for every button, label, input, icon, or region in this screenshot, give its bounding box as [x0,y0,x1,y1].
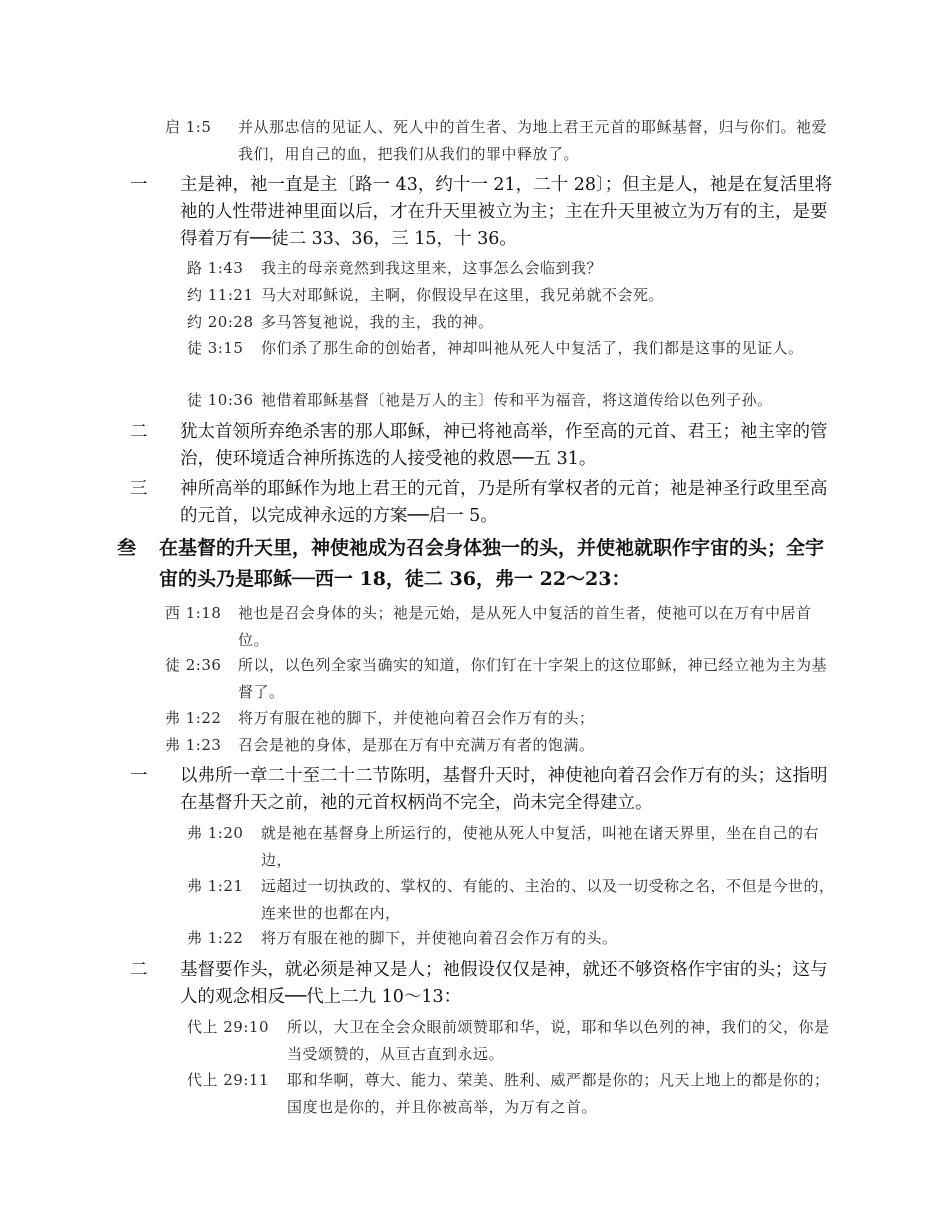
verse-ref: 西 1:18 [165,604,222,622]
verse-ref: 代上 29:11 [187,1071,269,1089]
verse-text: 祂借着耶稣基督〔祂是万人的主〕传和平为福音，将这道传给以色列子孙。 [261,391,773,409]
verse-text: 远超过一切执政的、掌权的、有能的、主治的、以及一切受称之名，不但是今世的，连来世的也都在内， [261,877,835,922]
verse-ref: 弗 1:22 [165,709,222,727]
outline-point [130,419,835,473]
verse-ref: 弗 1:20 [187,824,244,842]
verse-text: 马大对耶稣说，主啊，你假设早在这里，我兄弟就不会死。 [261,286,665,304]
point-number: 三 [130,479,148,499]
verse-ref: 徒 2:36 [165,656,222,674]
point-text: 以弗所一章二十至二十二节陈明，基督升天时，神使祂向着召会作万有的头；这指明在基督升天之前，祂的元首权柄尚不完全，尚未完全得建立。 [180,766,828,813]
verse-luke-1-43 [187,255,835,282]
point-number: 一 [130,175,148,195]
verse-ref: 弗 1:21 [187,877,244,895]
verse-text: 多马答复祂说，我的主，我的神。 [261,313,494,331]
verse-text: 就是祂在基督身上所运行的，使祂从死人中复活，叫祂在诸天界里，坐在自己的右边， [261,824,820,869]
verse-text: 将万有服在祂的脚下，并使祂向着召会作万有的头； [238,709,595,727]
verse-acts-2-36 [165,652,835,706]
point-number: 一 [130,766,148,786]
verse-eph-1-22 [165,705,835,732]
point-text: 犹太首领所弃绝杀害的那人耶稣，神已将祂高举，作至高的元首、君王；祂主宰的管治，使环境适合神所拣选的人接受祂的救恩──五 31。 [180,422,828,469]
verse-text: 祂也是召会身体的头；祂是元始，是从死人中复活的首生者，使祂可以在万有中居首位。 [238,604,812,649]
point-text: 神所高举的耶稣作为地上君王的元首，乃是所有掌权者的元首；祂是神圣行政里至高的元首，以完成神永远的方案──启一 5。 [180,479,828,526]
verse-text: 所以，大卫在全会众眼前颂赞耶和华，说，耶和华以色列的神，我们的父，你是当受颂赞的，从亘古直到永远。 [287,1018,830,1063]
verse-ref: 约 20:28 [187,313,254,331]
point-number: 二 [130,960,148,980]
verse-ref: 代上 29:10 [187,1018,269,1036]
verse-eph-1-22b [187,925,835,952]
verse-john-20-28 [187,309,835,336]
verse-text: 你们杀了那生命的创始者，神却叫祂从死人中复活了，我们都是这事的见证人。 [261,339,804,357]
verse-text: 耶和华啊，尊大、能力、荣美、胜利、威严都是你的；凡天上地上的都是你的；国度也是你的，并且你被高举，为万有之首。 [287,1071,830,1116]
major-heading [117,533,837,595]
verse-eph-1-23 [165,732,835,759]
point-text: 主是神，祂一直是主〔路一 43，约十一 21，二十 28〕；但主是人，祂是在复活里将祂的人性带进神里面以后，才在升天里被立为主；主在升天里被立为万有的主，是要得着万有──徒二 33、36，三 15，十 36。 [180,175,833,249]
major-number: 叁 [117,537,137,559]
verse-ref: 弗 1:23 [165,736,222,754]
major-text: 在基督的升天里，神使祂成为召会身体独一的头，并使祂就职作宇宙的头；全宇宙的头乃是耶稣──西一 18，徒二 36，弗一 22～23： [159,537,825,590]
outline-point [130,957,840,1011]
verse-ref: 路 1:43 [187,259,244,277]
verse-text: 我主的母亲竟然到我这里来，这事怎么会临到我？ [261,259,603,277]
verse-acts-10-36 [187,387,835,414]
verse-text: 召会是祂的身体，是那在万有中充满万有者的饱满。 [238,736,595,754]
verse-eph-1-21 [187,873,835,927]
verse-col-1-18 [165,600,835,654]
verse-eph-1-20 [187,820,835,874]
verse-1chr-29-11 [187,1067,835,1121]
verse-rev-1-5 [165,114,833,168]
verse-acts-3-15 [187,335,835,362]
verse-text: 并从那忠信的见证人、死人中的首生者、为地上君王元首的耶稣基督，归与你们。祂爱我们，用自己的血，把我们从我们的罪中释放了。 [238,118,828,163]
verse-ref: 约 11:21 [187,286,254,304]
outline-point [130,763,835,817]
point-number: 二 [130,422,148,442]
verse-text: 将万有服在祂的脚下，并使祂向着召会作万有的头。 [261,929,618,947]
verse-text: 所以，以色列全家当确实的知道，你们钉在十字架上的这位耶稣，神已经立祂为主为基督了。 [238,656,828,701]
outline-point [130,476,835,530]
verse-ref: 弗 1:22 [187,929,244,947]
verse-ref: 徒 3:15 [187,339,244,357]
verse-1chr-29-10 [187,1014,835,1068]
point-text: 基督要作头，就必须是神又是人；祂假设仅仅是神，就还不够资格作宇宙的头；这与人的观念相反──代上二九 10～13： [180,960,828,1007]
verse-ref: 启 1:5 [165,118,212,136]
verse-john-11-21 [187,282,835,309]
verse-ref: 徒 10:36 [187,391,254,409]
outline-point [130,172,835,253]
